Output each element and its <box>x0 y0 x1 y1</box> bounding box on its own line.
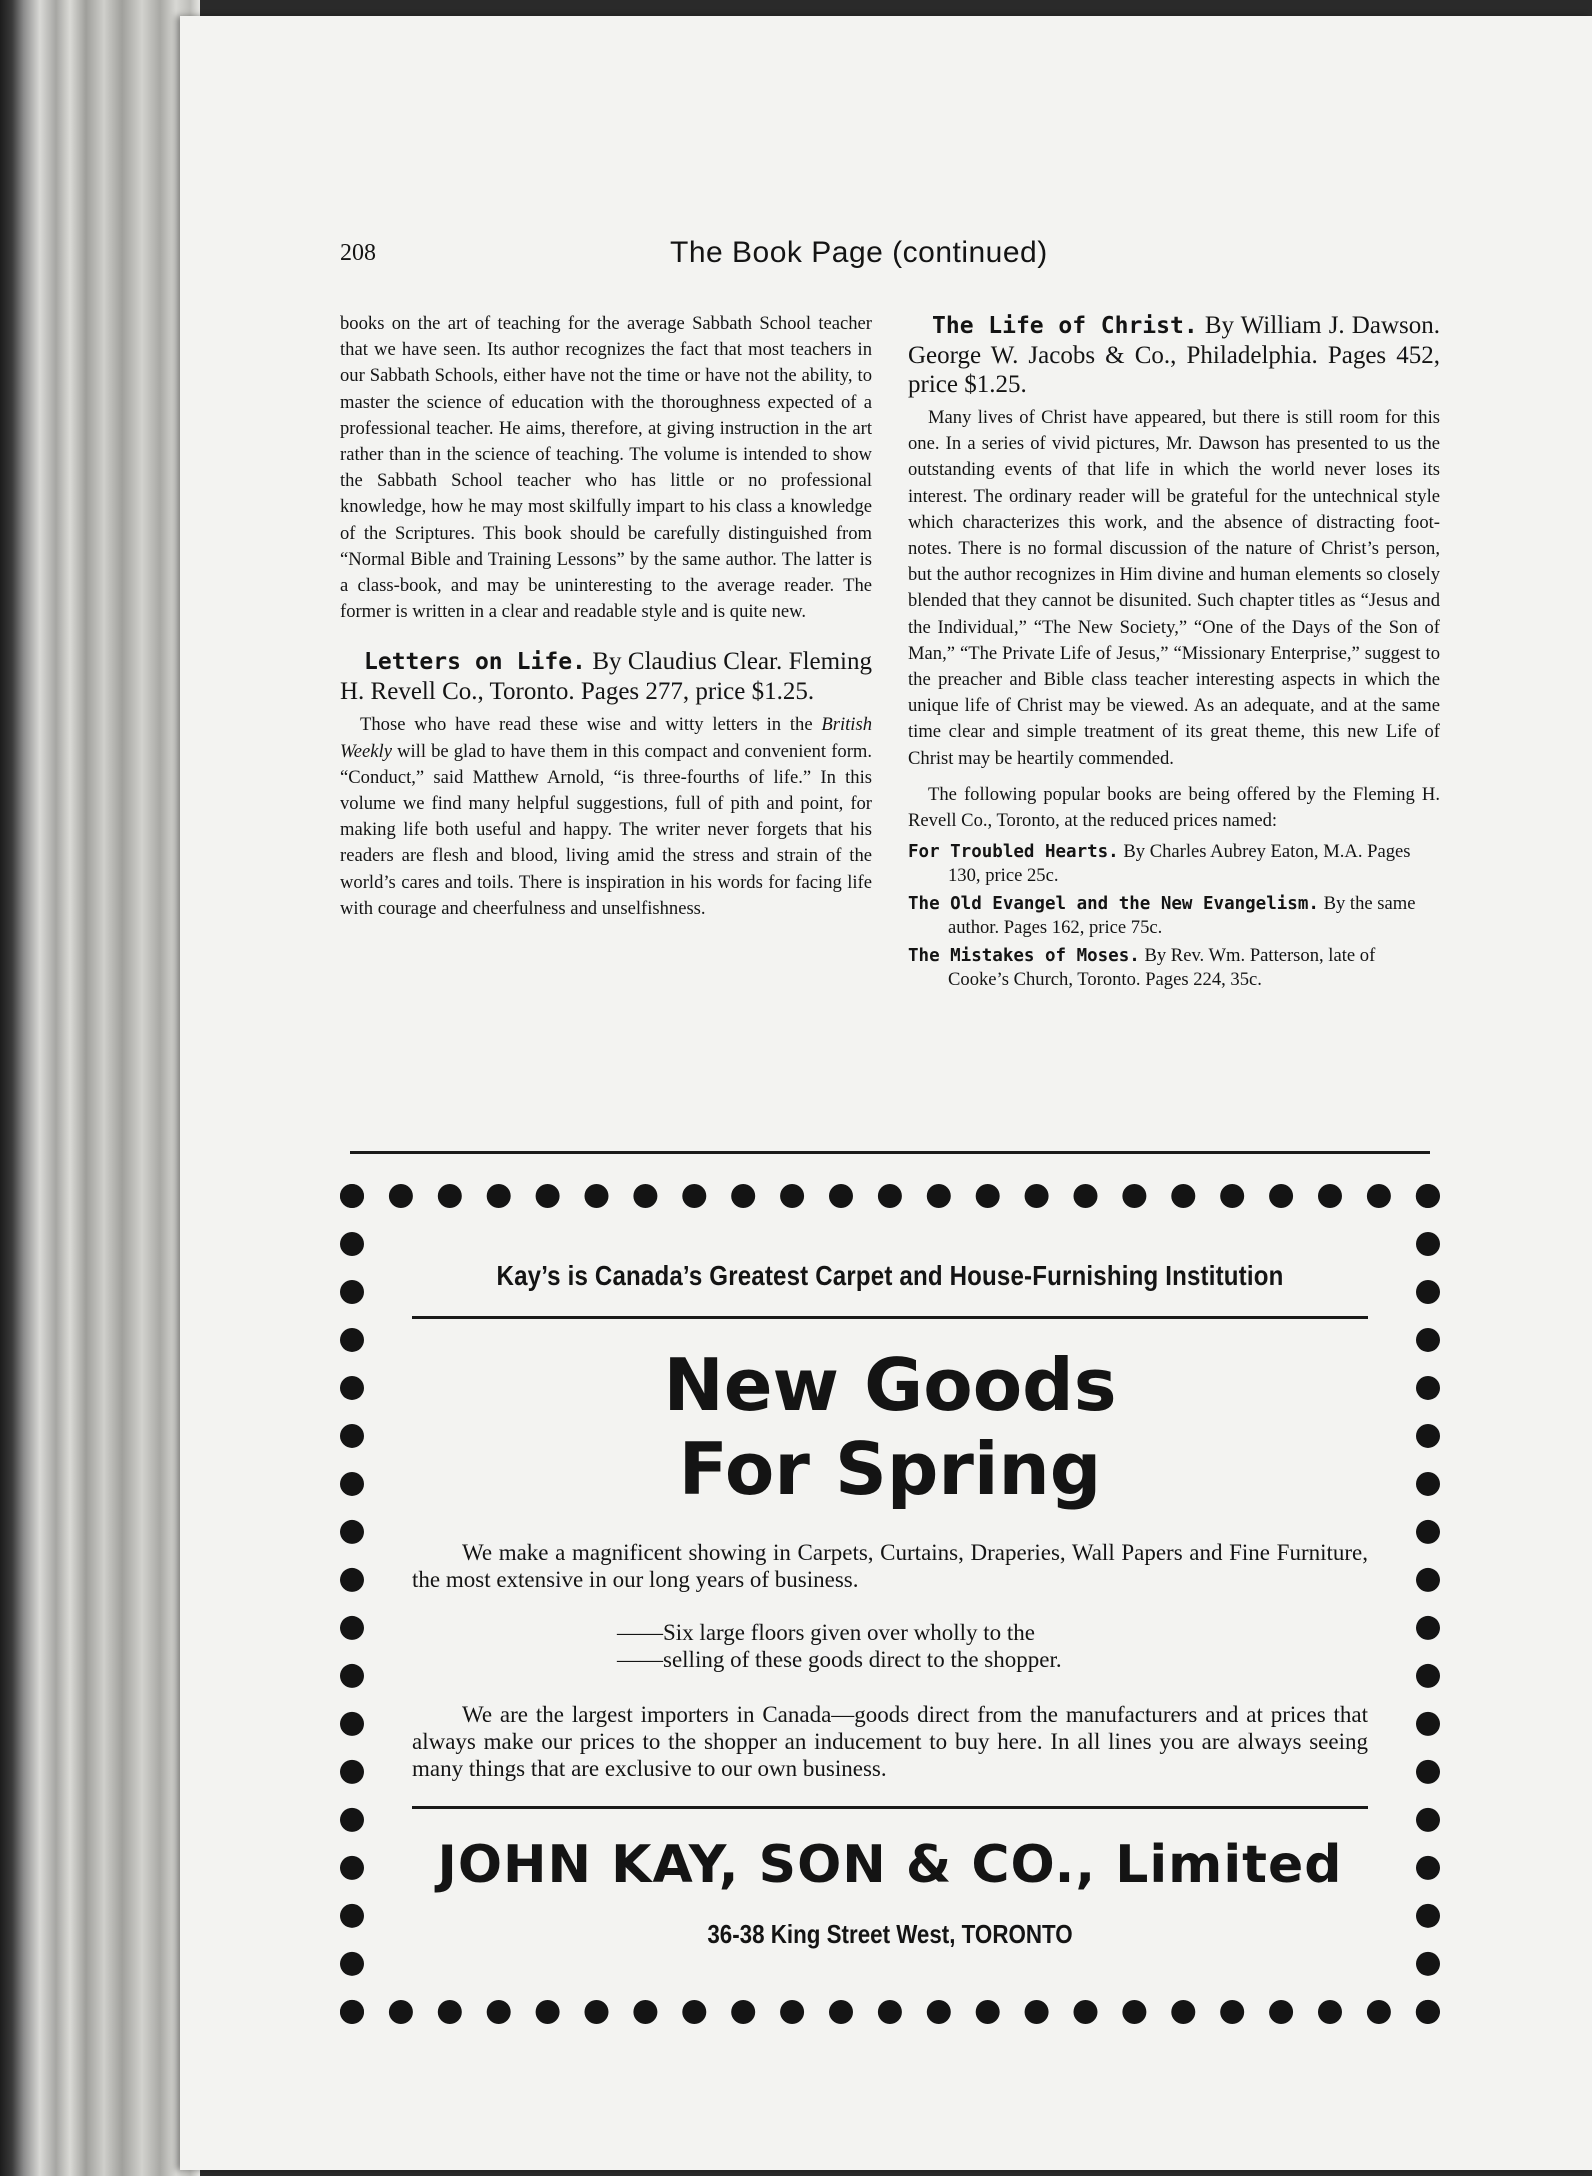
book-details: By Charles Aubrey Eaton, M.A. Pages 130, price 25c. <box>948 841 1411 887</box>
ad-tagline: Kay’s is Canada’s Greatest Carpet and House-Furnishing Institution <box>496 1260 1284 1291</box>
book-title: For Troubled Hearts. <box>908 842 1119 863</box>
book-details: By Rev. Wm. Patterson, late of Cooke’s Church, Toronto. Pages 224, 35c. <box>948 945 1376 991</box>
company-name: JOHN KAY, SON & CO., Limited <box>437 1835 1343 1895</box>
ad-body <box>412 1539 1368 1593</box>
book-list-intro: The following popular books are being offered by the Fleming H. Revell Co., Toronto, at the reduced prices named: <box>908 783 1440 832</box>
company-address: 36-38 King Street West, TORONTO <box>707 1919 1073 1949</box>
ad-bullets <box>617 1619 1368 1673</box>
book-byline: By William J. Dawson. George W. Jacobs & Co., Philadelphia. Pages 452, price $1.25. <box>908 312 1440 398</box>
review-text-part: Those who have read these wise and witty letters in the <box>360 714 822 736</box>
list-item <box>908 892 1440 940</box>
section-divider <box>350 1151 1430 1154</box>
ad-paragraph: We are the largest importers in Canada—goods direct from the manufacturers and at prices that always make our prices to the shopper an inducement to buy here. In all lines you are always seeing many things that are exclusive to our own business. <box>412 1702 1368 1781</box>
list-item <box>908 944 1440 992</box>
ad-divider <box>412 1806 1368 1809</box>
book-byline: By Claudius Clear. Fleming H. Revell Co., Toronto. Pages 277, price $1.25. <box>340 648 872 706</box>
ad-bullet: ——Six large floors given over wholly to the <box>617 1620 1035 1645</box>
ad-headline-line: For Spring <box>678 1427 1102 1511</box>
page-header <box>340 226 1440 276</box>
ad-headline-line: New Goods <box>663 1343 1117 1427</box>
publication-name: British Weekly <box>340 714 872 762</box>
book-page <box>180 16 1592 2170</box>
ad-divider <box>412 1316 1368 1319</box>
book-title: The Mistakes of Moses. <box>908 946 1140 967</box>
review-continued-text: books on the art of teaching for the average Sabbath School teacher that we have seen. Its author recognizes the fact that most teachers in our Sabbath Schools, either have not the time or have not the ability, to master the science of education with the thoroughness expected of a professional teacher. He aims, therefore, at giving instruction in the art rather than in the science of teaching. The volume is intended to show the Sabbath School teacher who has little or no professional knowledge, how he may most skilfully impart to his class a knowledge of the Scriptures. This book should be carefully distinguished from “Normal Bible and Training Lessons” by the same author. The latter is a class-book, and may be uninteresting to the average reader. The former is written in a clear and readable style and is quite new. <box>340 313 872 623</box>
ad-paragraph: We make a magnificent showing in Carpets, Curtains, Draperies, Wall Papers and Fine Furniture, the most extensive in our long years of business. <box>412 1540 1368 1592</box>
running-title: The Book Page (continued) <box>670 236 1048 269</box>
page-number: 208 <box>340 240 376 266</box>
ad-bullet: ——selling of these goods direct to the shopper. <box>617 1647 1062 1672</box>
book-title: The Old Evangel and the New Evangelism. <box>908 894 1319 915</box>
book-page-edges <box>0 0 200 2176</box>
list-item <box>908 840 1440 888</box>
review-heading <box>340 647 872 706</box>
advertisement-box <box>340 1184 1440 2024</box>
review-heading <box>908 311 1440 399</box>
ad-body <box>412 1701 1368 1782</box>
review-text-part: will be glad to have them in this compact and convenient form. “Conduct,” said Matthew Arnold, “is three-fourths of life.” In this volume we find many helpful suggestions, full of pith and point, for making life both useful and happy. The writer never forgets that his readers are flesh and blood, living amid the stress and strain of the world’s cares and toils. There is inspiration in his words for facing life with courage and cheerfulness and unselfishness. <box>340 740 872 919</box>
book-details: By the same author. Pages 162, price 75c. <box>948 893 1416 939</box>
book-title: Letters on Life. <box>364 649 586 676</box>
right-column <box>908 311 1440 996</box>
advertisement-content <box>412 1208 1368 2000</box>
review-text: Many lives of Christ have appeared, but there is still room for this one. In a series of vivid pictures, Mr. Dawson has presented to us the outstanding events of that life in which the world never loses its interest. The ordinary reader will be grateful for the untechnical style which characterizes this work, and the absence of distracting foot-notes. There is no formal discussion of the nature of Christ’s person, but the author recognizes in Him divine and human elements so closely blended that they cannot be disunited. Such chapter titles as “Jesus and the Individual,” “The New Society,” “One of the Days of the Son of Man,” “The Private Life of Jesus,” “Missionary Enterprise,” suggest to the preacher and Bible class teacher interesting aspects in which the unique life of Christ may be viewed. As an adequate, and at the same time clear and simple treatment of its great theme, this new Life of Christ may be heartily commended. <box>908 407 1440 769</box>
left-column <box>340 311 872 922</box>
book-list <box>908 840 1440 992</box>
book-title: The Life of Christ. <box>932 313 1198 339</box>
ad-headline <box>412 1343 1368 1511</box>
review-text <box>340 712 872 922</box>
